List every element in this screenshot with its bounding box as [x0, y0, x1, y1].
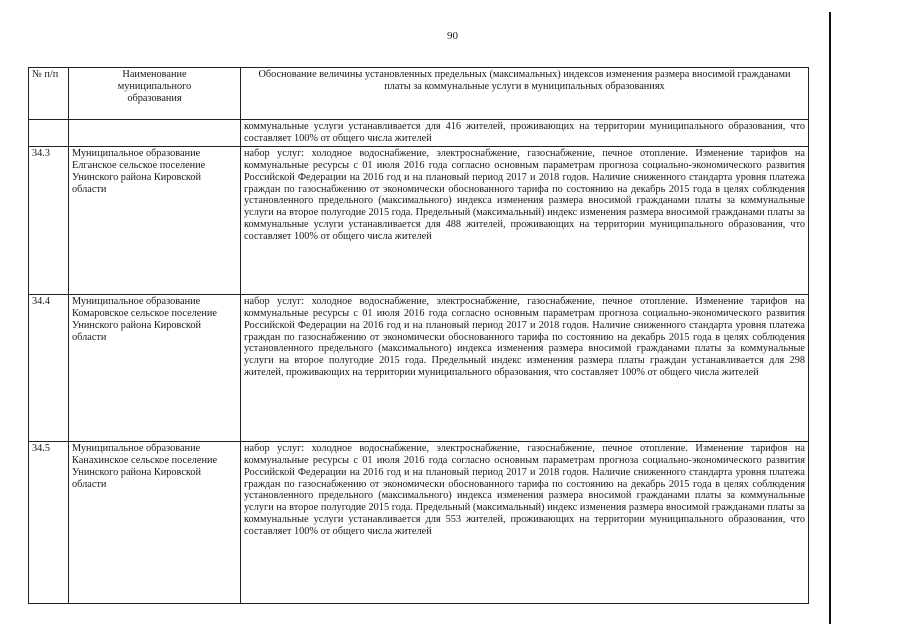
scan-edge-line	[829, 12, 831, 624]
row-justification-text: набор услуг: холодное водоснабжение, электроснабжение, газоснабжение, печное отопление. Изменение тарифов на коммунальные ресурсы с 01 июля 2016 года согласно основным параметрам прогноза социально-экономического развития Российской Федерации на 2016 год и на плановый период 2017 и 2018 годов. Наличие сниженного стандарта уровня платежа граждан по газоснабжению от экономически обоснованного тарифа по состоянию на декабрь 2015 года в целях соблюдения установленного предельного (максимального) индекса изменения размера вносимой гражданами платы за коммунальные услуги на второе полугодие 2015 года. Предельный индекс изменения размера платы граждан устанавливается для 298 жителей, проживающих на территории муниципального образования, что составляет 100% от общего числа жителей	[241, 294, 809, 441]
header-justification: Обоснование величины установленных предельных (максимальных) индексов изменения размера вносимой гражданами платы за коммунальные услуги в муниципальных образованиях	[241, 68, 809, 120]
header-number: № п/п	[29, 68, 69, 120]
table-row	[29, 441, 809, 603]
row-municipality-name: Муниципальное образование Елганское сельское поселение Унинского района Кировской области	[69, 146, 241, 294]
continuation-row	[29, 120, 809, 147]
continuation-text: коммунальные услуги устанавливается для 416 жителей, проживающих на территории муниципального образования, что составляет 100% от общего числа жителей	[241, 120, 809, 147]
row-municipality-name: Муниципальное образование Комаровское сельское поселение Унинского района Кировской области	[69, 294, 241, 441]
table-header-row	[29, 68, 809, 120]
municipal-index-table	[28, 67, 809, 604]
table-row	[29, 294, 809, 441]
table-row	[29, 146, 809, 294]
continuation-number	[29, 120, 69, 147]
header-name: Наименование муниципального образования	[69, 68, 241, 120]
continuation-name	[69, 120, 241, 147]
row-justification-text: набор услуг: холодное водоснабжение, электроснабжение, газоснабжение, печное отопление. Изменение тарифов на коммунальные ресурсы с 01 июля 2016 года согласно основным параметрам прогноза социально-экономического развития Российской Федерации на 2016 год и на плановый период 2017 и 2018 годов. Наличие сниженного стандарта уровня платежа граждан по газоснабжению от экономически обоснованного тарифа по состоянию на декабрь 2015 года в целях соблюдения установленного предельного (максимального) индекса изменения размера вносимой гражданами платы за коммунальные услуги на второе полугодие 2015 года. Предельный (максимальный) индекс изменения размера вносимой гражданами платы за коммунальные услуги устанавливается для 488 жителей, проживающих на территории муниципального образования, что составляет 100% от общего числа жителей	[241, 146, 809, 294]
row-number: 34.3	[29, 146, 69, 294]
row-number: 34.5	[29, 441, 69, 603]
page-number: 90	[447, 30, 458, 42]
row-justification-text: набор услуг: холодное водоснабжение, электроснабжение, газоснабжение, печное отопление. Изменение тарифов на коммунальные ресурсы с 01 июля 2016 года согласно основным параметрам прогноза социально-экономического развития Российской Федерации на 2016 год и на плановый период 2017 и 2018 годов. Наличие сниженного стандарта уровня платежа граждан по газоснабжению от экономически обоснованного тарифа по состоянию на декабрь 2015 года в целях соблюдения установленного предельного (максимального) индекса изменения размера вносимой гражданами платы за коммунальные услуги на второе полугодие 2015 года. Предельный (максимальный) индекс изменения размера вносимой гражданами платы за коммунальные услуги устанавливается для 553 жителей, проживающих на территории муниципального образования, что составляет 100% от общего числа жителей	[241, 441, 809, 603]
row-municipality-name: Муниципальное образование Канахинское сельское поселение Унинского района Кировской области	[69, 441, 241, 603]
row-number: 34.4	[29, 294, 69, 441]
